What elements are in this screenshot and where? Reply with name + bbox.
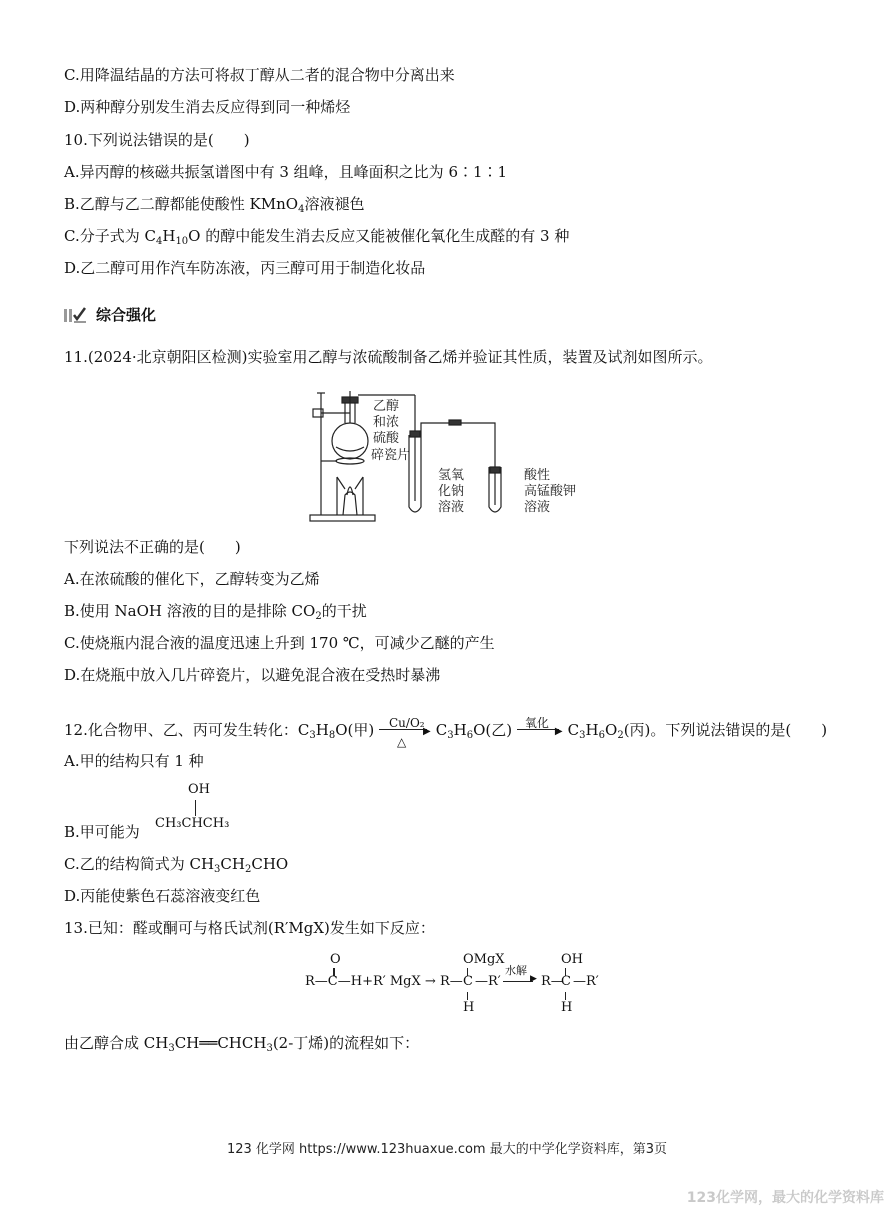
r-r4: R— [541, 974, 564, 989]
option-d-prev: D.两种醇分别发生消去反应得到同一种烯烃 [64, 98, 351, 116]
q13-tail-s1: 3 [168, 1043, 175, 1054]
label-kmno4-3: 溶液 [524, 500, 551, 515]
r-arrow2-line [503, 981, 533, 982]
r-h2: H [561, 1000, 573, 1015]
q10-option-d: D.乙二醇可用作汽车防冻液，丙三醇可用于制造化妆品 [64, 259, 426, 277]
q13-tail-text: 由乙醇合成 CH [64, 1034, 169, 1052]
q13-tail [64, 1033, 419, 1059]
q10c-tail: O 的醇中能发生消去反应又能被催化氧化生成醛的有 3 种 [188, 227, 570, 245]
q12-p2c: 6 [466, 730, 474, 741]
r-bond-bot2 [565, 992, 566, 1000]
q12c-text: C.乙的结构简式为 CH [64, 855, 215, 873]
page-footer: 123 化学网 https://www.123huaxue.com 最大的中学化学资料库，第3页 [226, 1142, 667, 1157]
q12-p3e: 2 [617, 730, 624, 741]
q12-p2b: H [453, 721, 467, 739]
option-c-prev: C.用降温结晶的方法可将叔丁醇从二者的混合物中分离出来 [64, 66, 455, 84]
q12-p3d: O [605, 721, 618, 739]
r-o: O [330, 952, 341, 967]
q12-option-a: A.甲的结构只有 1 种 [64, 752, 204, 770]
q12-f1: 3 [309, 730, 316, 741]
q10c-sub2: 10 [175, 236, 189, 247]
r-h: H [463, 1000, 475, 1015]
q12-p3c: 6 [598, 730, 605, 741]
q10b-tail: 溶液褪色 [304, 195, 365, 213]
q12-p3a: 3 [579, 730, 586, 741]
section-title: 综合强化 [96, 306, 157, 324]
q10c-text: C.分子式为 C [64, 227, 156, 245]
checklist-icon [64, 306, 86, 324]
r3: R′ [488, 974, 501, 989]
q11-option-c: C.使烧瓶内混合液的温度迅速上升到 170 ℃，可减少乙醚的产生 [64, 634, 495, 652]
r5: R′ [586, 974, 599, 989]
q12-p2d: O(乙) [473, 721, 513, 739]
r-cond: 水解 [505, 964, 527, 977]
r-oh: OH [561, 952, 583, 967]
r-c2: C [463, 974, 473, 989]
question-12 [64, 716, 828, 749]
q12-option-d: D.丙能使紫色石蕊溶液变红色 [64, 887, 261, 905]
q11b-sub: 2 [315, 611, 322, 622]
label-naoh-1: 氢氧 [438, 468, 465, 483]
q12-option-b: B.甲可能为 [64, 823, 140, 841]
q12c-s2: 2 [244, 864, 252, 875]
r-c: C [327, 974, 338, 989]
arrow-1-head: ▶ [422, 726, 431, 737]
q11-option-b [64, 601, 367, 627]
struct-b-oh: OH [188, 782, 210, 797]
q13-tail-end: (2-丁烯)的流程如下： [272, 1034, 420, 1052]
question-10: 10.下列说法错误的是( ) [64, 131, 250, 149]
q13-tail-mid: CH══CHCH [174, 1034, 267, 1052]
q12-f1d: O(甲) [335, 721, 375, 739]
r-lhs: R—C—H+R′ MgX → R— [305, 974, 463, 989]
q10b-sub: 4 [298, 204, 305, 215]
q11b-tail: 的干扰 [321, 602, 367, 620]
q11-option-d: D.在烧瓶中放入几片碎瓷片，以避免混合液在受热时暴沸 [64, 666, 441, 684]
arrow-2-line [517, 729, 559, 730]
q11-stem: 下列说法不正确的是( ) [64, 538, 241, 556]
r-c3: C [561, 974, 571, 989]
label-sulfuric: 硫酸 [373, 431, 400, 446]
q11-option-a: A.在浓硫酸的催化下，乙醇转变为乙烯 [64, 570, 320, 588]
cond2: 氧化 [524, 716, 549, 730]
cond1b: △ [396, 735, 407, 749]
q12-f1b: H [315, 721, 329, 739]
label-naoh-3: 溶液 [438, 500, 465, 515]
r-r3: —R′ [475, 974, 501, 989]
r2: R [439, 974, 450, 989]
q12c-tail: CHO [251, 855, 289, 873]
label-kmno4-1: 酸性 [524, 468, 551, 483]
q12-p3b: H [585, 721, 599, 739]
r4: R [541, 974, 551, 989]
r-rest: H+R′ MgX [350, 974, 421, 989]
label-ethanol: 乙醇 [373, 399, 400, 414]
q13-tail-s2: 3 [266, 1043, 273, 1054]
r-omgx: OMgX [463, 952, 505, 967]
q12-p3: C [567, 721, 580, 739]
label-porcelain: 碎瓷片 [371, 448, 411, 463]
r-r5: —R′ [573, 974, 599, 989]
q12c-mid: CH [220, 855, 245, 873]
arrow-2-head: ▶ [554, 726, 563, 737]
q10-option-a: A.异丙醇的核磁共振氢谱图中有 3 组峰，且峰面积之比为 6∶1∶1 [64, 163, 508, 181]
struct-b-bond [195, 800, 196, 816]
reaction-scheme [305, 948, 605, 1020]
q10c-sub1: 4 [155, 236, 163, 247]
q10-option-b [64, 194, 364, 220]
q12-option-c [64, 854, 288, 880]
q12-p2a: 3 [447, 730, 454, 741]
struct-b-main: CH₃CHCH₃ [155, 816, 230, 831]
arrow-1-line [379, 729, 427, 730]
r1: R [305, 974, 315, 989]
label-kmno4-2: 高锰酸钾 [524, 484, 577, 499]
r-arrow1: → [424, 974, 436, 989]
apparatus-figure [305, 383, 590, 525]
q12-f1c: 8 [328, 730, 336, 741]
question-11: 11.(2024·北京朝阳区检测)实验室用乙醇与浓硫酸制备乙烯并验证其性质，装置及试剂如图所示。 [64, 348, 713, 366]
q12-p3f: (丙)。下列说法错误的是( ) [623, 721, 828, 739]
question-13: 13.已知：醛或酮可与格氏试剂(R′MgX)发生如下反应： [64, 919, 435, 937]
q10b-text: B.乙醇与乙二醇都能使酸性 KMnO [64, 195, 299, 213]
q10c-mid: H [162, 227, 176, 245]
watermark: 123化学网，最大的化学资料库 [686, 1190, 884, 1206]
q12c-s1: 3 [214, 864, 221, 875]
label-and: 和浓 [373, 415, 400, 430]
label-naoh-2: 化钠 [438, 484, 465, 499]
q11b-text: B.使用 NaOH 溶液的目的是排除 CO [64, 602, 316, 620]
cond1: Cu/O₂ [388, 716, 425, 730]
r-arrow2-head: ▶ [530, 974, 537, 984]
section-header [64, 304, 156, 325]
q10-option-c [64, 226, 569, 252]
q12-lead: 12.化合物甲、乙、丙可发生转化：C [64, 721, 310, 739]
r-bond-bot [467, 992, 468, 1000]
q12-p2: C [435, 721, 448, 739]
